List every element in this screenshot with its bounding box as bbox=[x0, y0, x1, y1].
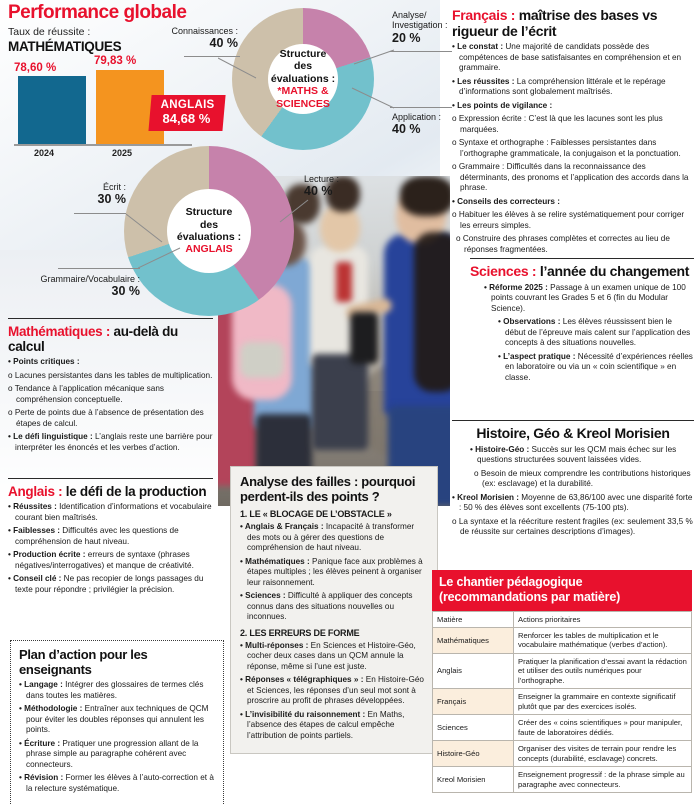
section-anglais bbox=[8, 478, 213, 598]
donut-ms-line1: Structure bbox=[279, 48, 327, 61]
header bbox=[8, 2, 186, 54]
callout-grammaire-label: Grammaire/Vocabulaire : bbox=[40, 274, 140, 284]
plan-item-2-text: Pratiquer une progression allant de la phrase simple au paragraphe cohérent avec connecteurs. bbox=[26, 738, 199, 769]
plan-item-3-lead: • Révision : bbox=[19, 773, 64, 783]
table-row bbox=[433, 715, 692, 741]
section-mathematiques-body bbox=[8, 357, 213, 453]
donut-ms-line4: *MATHS & SCIENCES bbox=[276, 85, 330, 110]
plan-item-3-text: Former les élèves à l’auto-correction et à la relecture systématique. bbox=[26, 773, 214, 793]
anglais-item-1-lead: • Faiblesses : bbox=[8, 526, 61, 536]
section-mathematiques bbox=[8, 318, 213, 456]
fr-item-0-text: Une majorité de candidats possède des compétences de base satisfaisantes en compréhension et en grammaire. bbox=[459, 42, 682, 73]
table-title-line1: Le chantier pédagogique bbox=[439, 575, 583, 589]
table-cell-subject: Anglais bbox=[433, 653, 514, 688]
maths-item-3-text: Perte de points due à l’absence de présentation des étapes de calcul. bbox=[14, 408, 204, 428]
sc-item-2-lead: • L’aspect pratique : bbox=[498, 351, 576, 361]
anglais-item-1-text: Difficultés avec les questions de compréhension de haut niveau. bbox=[15, 526, 179, 546]
status-badge-anglais bbox=[148, 95, 225, 131]
analyse-section-2-body bbox=[240, 641, 428, 742]
sc-item-1-lead: • Observations : bbox=[498, 317, 561, 327]
section-histoire-body bbox=[452, 445, 694, 538]
analyse-s2-item-1-text: En Histoire-Géo et Sciences, les réponses d’un seul mot sont à proscrire au profit de phrases développées. bbox=[247, 675, 424, 706]
hg-item-1-text: Besoin de mieux comprendre les contributions historiques (ex: esclavage) et la durabilité. bbox=[480, 468, 691, 489]
analyse-s1-item-2-lead: • Sciences : bbox=[240, 591, 286, 601]
analyse-s2-item-2-lead: • L’invisibilité du raisonnement : bbox=[240, 709, 366, 719]
sc-item-1-text: Les élèves réussissent bien le début de l’épreuve mais calent sur l’application des concepts à des situations nouvelles. bbox=[505, 317, 691, 348]
plan-item-1-text: Entraîner aux techniques de QCM pour éviter les doubles réponses qui annulent les points. bbox=[26, 704, 209, 735]
hg-item-2-text: Moyenne de 63,86/100 avec une disparité forte : 50 % des élèves sont excellents (75-100 pts). bbox=[459, 492, 693, 513]
leader-line-application bbox=[350, 86, 396, 112]
section-anglais-title bbox=[8, 484, 213, 499]
table-row bbox=[433, 653, 692, 688]
plan-item-1-lead: • Méthodologie : bbox=[19, 704, 83, 714]
fr-item-7-text: Habituer les élèves à se relire systématiquement pour corriger les erreurs simples. bbox=[458, 210, 685, 230]
panel-analyse-failles bbox=[230, 466, 438, 754]
analyse-s2-item-0-lead: • Multi-réponses : bbox=[240, 640, 309, 650]
table-row-header bbox=[433, 611, 692, 627]
callout-application-value: 40 % bbox=[392, 122, 421, 137]
table-cell-subject: Histoire-Géo bbox=[433, 741, 514, 767]
maths-item-4-text: L’anglais reste une barrière pour interpréter les énoncés et les verbes d’action. bbox=[15, 432, 213, 452]
fr-item-0-lead: • Le constat : bbox=[452, 42, 504, 52]
fr-item-1-text: La compréhension littérale et le repérage d’informations sont globalement maîtrisés. bbox=[459, 76, 666, 97]
callout-ecrit bbox=[58, 182, 126, 207]
francais-title-red: Français : bbox=[452, 7, 516, 23]
fr-item-3-text: Expression écrite : C’est là que les lacunes sont les plus marquées. bbox=[458, 114, 663, 134]
bar-chart-axis bbox=[14, 144, 192, 147]
section-sciences-body bbox=[470, 283, 694, 384]
fr-item-4-text: Syntaxe et orthographe : Faiblesses persistantes dans l’orthographe grammaticale, la conjugaison et la ponctuation. bbox=[458, 138, 681, 158]
divider bbox=[8, 318, 213, 319]
table-chantier-pedagogique bbox=[432, 570, 692, 793]
fr-item-1-lead: • Les réussites : bbox=[452, 76, 515, 86]
table-cell-action: Pratiquer la planification d’essai avant la rédaction et utiliser des outils numériques pour l’orthographe. bbox=[514, 653, 692, 688]
section-sciences-title bbox=[470, 264, 694, 280]
hg-item-0-text: Succès sur les QCM mais échec sur les questions structurées souvent laissées vides. bbox=[477, 444, 677, 465]
anglais-item-0-text: Identification d’informations et vocabulaire courant bien maîtrisés. bbox=[15, 502, 212, 522]
table-cell-action: Enseignement progressif : de la phrase simple au paragraphe avec connecteurs. bbox=[514, 767, 692, 793]
callout-connaissances bbox=[162, 26, 238, 51]
fr-item-8-lead: o bbox=[456, 234, 463, 244]
header-subtitle-subject: MATHÉMATIQUES bbox=[8, 39, 122, 54]
maths-item-4-lead: • Le défi linguistique : bbox=[8, 432, 93, 442]
leader-line-grammaire bbox=[138, 246, 182, 270]
callout-lecture-value: 40 % bbox=[304, 184, 333, 199]
hg-item-1-lead: o bbox=[474, 468, 481, 478]
table-cell-action: Créer des « coins scientifiques » pour manipuler, faute de laboratoires dédiés. bbox=[514, 715, 692, 741]
maths-item-0-lead: • Points critiques : bbox=[8, 357, 80, 367]
donut-en-line3: évaluations : bbox=[176, 231, 242, 243]
divider bbox=[452, 420, 694, 421]
sc-item-2-text: Nécessité d’expériences réelles en laboratoire ou via un « coin scientifique » en classe. bbox=[505, 351, 693, 382]
sc-item-0-lead: • Réforme 2025 : bbox=[484, 282, 548, 292]
section-francais bbox=[452, 8, 694, 258]
fr-item-5-text: Grammaire : Difficultés dans la reconnaissance des déterminants, des pronoms et l’application des accords dans la phrase. bbox=[458, 162, 689, 193]
hg-item-3-text: La syntaxe et la réécriture restent fragiles (ex: seulement 33,5 % de réussite sur certaines descriptions d’images). bbox=[458, 516, 693, 537]
analyse-s1-item-1-text: Panique face aux problèmes à étapes multiples ; les élèves peinent à organiser leur raisonnement. bbox=[247, 556, 423, 587]
callout-analyse-label1: Analyse/ bbox=[392, 10, 427, 20]
table-cell-subject: Mathématiques bbox=[433, 627, 514, 653]
section-francais-title bbox=[452, 8, 694, 39]
analyse-s1-item-0-text: Incapacité à transformer des mots ou à gérer des questions de compréhension de haut niveau. bbox=[247, 522, 415, 553]
callout-connaissances-value: 40 % bbox=[209, 36, 238, 51]
sc-item-0-text: Passage à un examen unique de 100 points couvrant les Grades 5 et 6 (fin du Modular Science). bbox=[491, 282, 686, 313]
anglais-item-2-lead: • Production écrite : bbox=[8, 550, 86, 560]
table-col-matiere: Matière bbox=[433, 611, 514, 627]
table-header-banner bbox=[432, 570, 692, 611]
callout-application-label: Application : bbox=[392, 112, 442, 122]
plan-item-0-text: Intégrer des glossaires de termes clés dans toutes les matières. bbox=[26, 680, 204, 700]
callout-connaissances-label: Connaissances : bbox=[171, 26, 238, 36]
analyse-title: Analyse des failles : pourquoi perdent-ils des points ? bbox=[240, 474, 416, 504]
anglais-title-red: Anglais : bbox=[8, 484, 63, 499]
divider bbox=[8, 478, 213, 479]
table-cell-action: Organiser des visites de terrain pour rendre les concepts (durabilité, esclavage) concrets. bbox=[514, 741, 692, 767]
section-plan-action bbox=[10, 640, 224, 804]
table-title-line2: (recommandations par matière) bbox=[439, 589, 621, 604]
anglais-title-rest: le défi de la production bbox=[62, 484, 207, 499]
table-cell-subject: Français bbox=[433, 689, 514, 715]
page-title: Performance globale bbox=[8, 2, 187, 23]
sciences-title-rest: l’année du changement bbox=[536, 263, 690, 279]
donut-en-line2: des bbox=[199, 218, 219, 231]
recommendations-table bbox=[432, 611, 692, 794]
table-cell-action: Enseigner la grammaire en contexte significatif plutôt que par des exercices isolés. bbox=[514, 689, 692, 715]
plan-item-0-lead: • Langage : bbox=[19, 680, 63, 690]
callout-analyse-value: 20 % bbox=[392, 30, 421, 45]
divider bbox=[470, 258, 694, 259]
analyse-s2-item-1-lead: • Réponses « télégraphiques » : bbox=[240, 675, 364, 685]
table-cell-subject: Kreol Morisien bbox=[433, 767, 514, 793]
hg-item-2-lead: • Kreol Morisien : bbox=[452, 492, 520, 502]
maths-title-rest: au-delà du calcul bbox=[8, 324, 178, 355]
leader-line-lecture bbox=[278, 198, 310, 224]
maths-item-1-text: Lacunes persistantes dans les tables de multiplication. bbox=[14, 370, 213, 380]
plan-body bbox=[19, 680, 215, 794]
table-row bbox=[433, 741, 692, 767]
badge-value: 84,68 % bbox=[162, 110, 211, 126]
donut-en-line4: ANGLAIS bbox=[185, 243, 233, 256]
callout-ecrit-value: 30 % bbox=[97, 192, 126, 207]
fr-item-6-lead: • Conseils des correcteurs : bbox=[452, 196, 560, 206]
callout-grammaire-value: 30 % bbox=[111, 284, 140, 299]
fr-item-2-lead: • Les points de vigilance : bbox=[452, 100, 553, 110]
leader-line-ecrit bbox=[126, 212, 164, 244]
anglais-item-0-lead: • Réussites : bbox=[8, 502, 57, 512]
maths-item-3-lead: o bbox=[8, 408, 15, 418]
leader-line-analyse bbox=[352, 46, 396, 68]
hg-item-3-lead: o bbox=[452, 516, 459, 526]
table-col-actions: Actions prioritaires bbox=[514, 611, 692, 627]
bar-xtick-2025: 2025 bbox=[112, 148, 133, 158]
analyse-section-1-body bbox=[240, 522, 428, 623]
anglais-item-2-text: erreurs de syntaxe (phrases négatives/interrogatives) et manque de créativité. bbox=[15, 550, 194, 570]
callout-ecrit-label: Écrit : bbox=[102, 182, 126, 192]
bar-value-2025: 79,83 % bbox=[94, 55, 137, 67]
table-cell-action: Renforcer les tables de multiplication et le vocabulaire mathématique (verbes d’action). bbox=[514, 627, 692, 653]
table-row bbox=[433, 767, 692, 793]
fr-item-4-lead: o bbox=[452, 138, 459, 148]
callout-grammaire bbox=[18, 274, 140, 299]
section-francais-body bbox=[452, 42, 694, 255]
callout-analyse-label2: Investigation : bbox=[392, 20, 448, 31]
donut-center-maths-sciences bbox=[268, 44, 338, 114]
fr-item-7-lead: o bbox=[452, 210, 459, 220]
section-histoire-title: Histoire, Géo & Kreol Morisien bbox=[476, 425, 670, 441]
analyse-s1-item-2-text: Difficulté à appliquer des concepts connus dans des situations nouvelles ou inconnues. bbox=[247, 591, 413, 622]
section-anglais-body bbox=[8, 502, 213, 595]
analyse-s1-item-0-lead: • Anglais & Français : bbox=[240, 522, 324, 532]
plan-title: Plan d’action pour les enseignants bbox=[19, 647, 148, 677]
table-row bbox=[433, 689, 692, 715]
analyse-s2-item-2-text: En Maths, l’absence des étapes de calcul empêche l’attribution de points partiels. bbox=[247, 709, 405, 740]
analyse-section-2-title: 2. LES ERREURS DE FORME bbox=[240, 627, 360, 638]
analyse-s2-item-0-text: En Sciences et Histoire-Géo, cocher deux cases dans un QCM annule la réponse, même si l’une est juste. bbox=[247, 640, 416, 671]
fr-item-3-lead: o bbox=[452, 114, 459, 124]
badge-subject: ANGLAIS bbox=[160, 99, 215, 111]
maths-title-red: Mathématiques : bbox=[8, 324, 111, 339]
analyse-s1-item-1-lead: • Mathématiques : bbox=[240, 556, 310, 566]
hg-item-0-lead: • Histoire-Géo : bbox=[470, 444, 530, 454]
analyse-section-1-title: 1. LE « BLOCAGE DE L’OBSTACLE » bbox=[240, 509, 392, 520]
bar-2024 bbox=[18, 76, 86, 144]
table-row bbox=[433, 627, 692, 653]
section-mathematiques-title bbox=[8, 324, 213, 354]
maths-item-2-text: Tendance à l’application mécanique sans compréhension conceptuelle. bbox=[14, 384, 164, 404]
anglais-item-3-text: Ne pas recopier de longs passages du texte pour répondre ; privilégier la précision. bbox=[15, 574, 204, 594]
plan-item-2-lead: • Écriture : bbox=[19, 738, 61, 748]
fr-item-8-text: Construire des phrases complètes et correctes au lieu de réponses fragmentées. bbox=[462, 234, 670, 254]
sciences-title-red: Sciences : bbox=[470, 263, 537, 279]
fr-item-5-lead: o bbox=[452, 162, 459, 172]
header-subtitle-rate: Taux de réussite : bbox=[8, 26, 91, 38]
donut-ms-line3: évaluations : bbox=[270, 72, 336, 85]
francais-title-rest: maîtrise des bases vs rigueur de l’écrit bbox=[452, 7, 658, 39]
callout-lecture-label: Lecture : bbox=[304, 174, 340, 184]
bar-value-2024: 78,60 % bbox=[14, 62, 57, 74]
donut-en-line1: Structure bbox=[185, 206, 233, 219]
table-cell-subject: Sciences bbox=[433, 715, 514, 741]
section-sciences bbox=[470, 258, 694, 386]
maths-item-2-lead: o bbox=[8, 384, 15, 394]
maths-item-1-lead: o bbox=[8, 370, 15, 380]
section-histoire-geo-kreol bbox=[452, 420, 694, 541]
anglais-item-3-lead: • Conseil clé : bbox=[8, 574, 62, 584]
bar-xtick-2024: 2024 bbox=[34, 148, 55, 158]
donut-ms-line2: des bbox=[293, 60, 313, 73]
callout-lecture bbox=[304, 174, 364, 199]
